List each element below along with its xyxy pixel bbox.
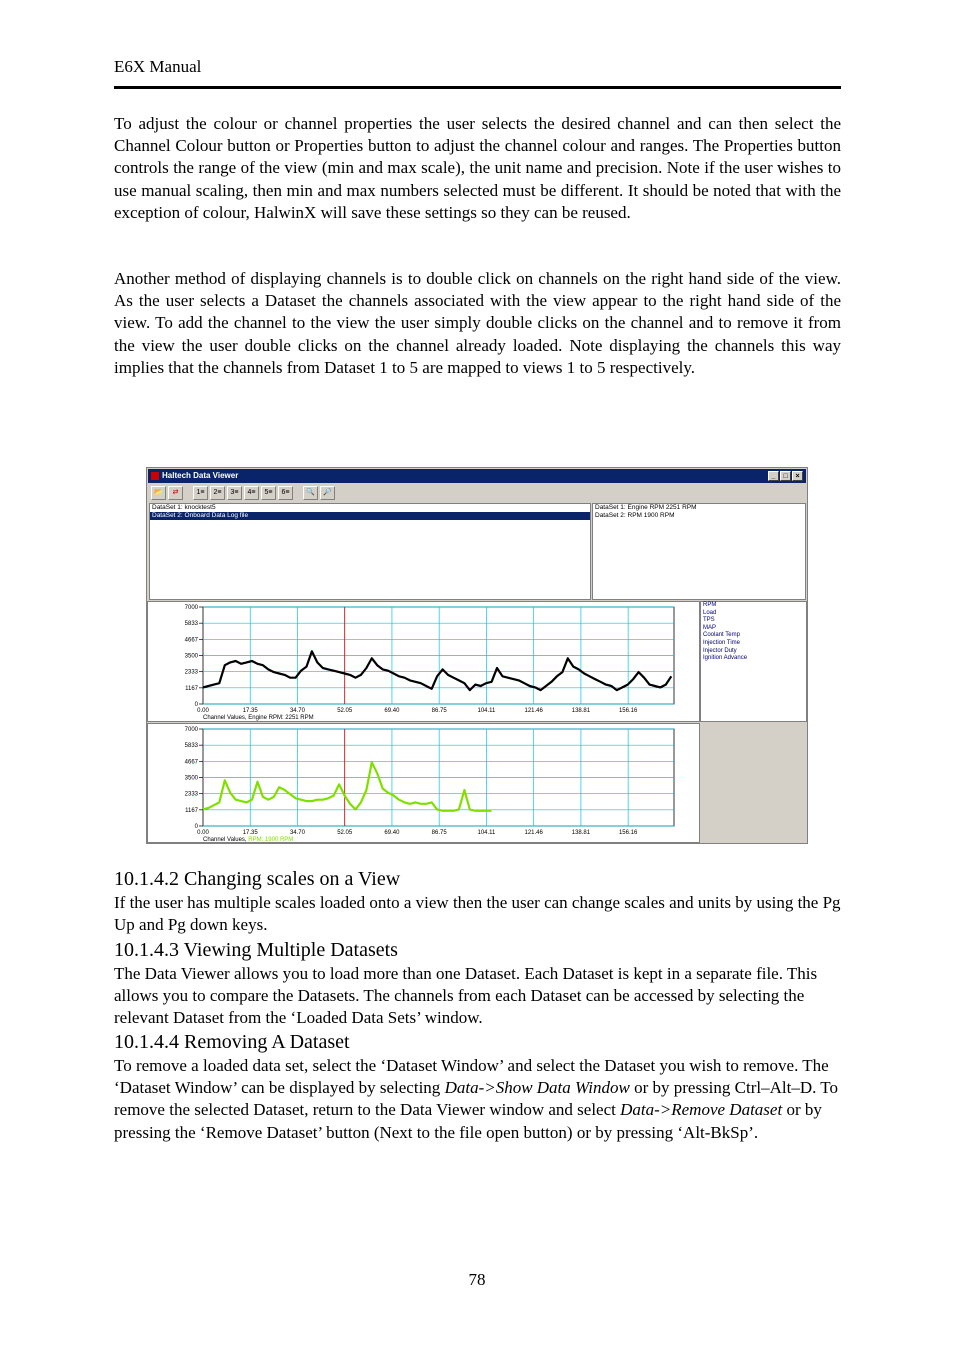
cursor-value-1: DataSet 1: Engine RPM 2251 RPM [595, 504, 697, 511]
section-heading-3: 10.1.4.4 Removing A Dataset [114, 1031, 350, 1053]
channel-item[interactable]: MAP [703, 624, 717, 631]
view6-icon[interactable]: 6≡ [278, 486, 293, 500]
paragraph-2: Another method of displaying channels is to double click on channels on the right hand side of the view. As the user selects a Dataset the channels associated with the view appear to the right hand side of the view. To add the channel to the view the user simply double clicks on the channel and to remove it from the view the user double clicks on the channel already loaded. Note displaying the channels this way implies that the channels from Dataset 1 to 5 are mapped to views 1 to 5 respectively. [114, 269, 841, 377]
x-tick-label: 17.35 [242, 708, 258, 714]
section-body-3 [114, 1055, 841, 1144]
x-tick-label: 156.16 [618, 708, 638, 714]
chart-caption-value: Engine RPM: 2251 RPM [248, 715, 314, 721]
menu-path-remove-dataset: Data->Remove Dataset [620, 1100, 783, 1120]
y-tick-label: 0 [194, 702, 198, 708]
channel-list[interactable] [700, 601, 807, 722]
x-tick-label: 52.05 [337, 830, 353, 836]
channel-item[interactable]: Load [703, 609, 717, 616]
view-1-plot[interactable] [147, 601, 700, 722]
minimize-button[interactable]: _ [768, 471, 779, 481]
title-bar [148, 469, 806, 483]
section-body-1: If the user has multiple scales loaded onto a view then the user can change scales and units by using the Pg Up and Pg down keys. [114, 893, 841, 935]
section-body-2: The Data Viewer allows you to load more than one Dataset. Each Dataset is kept in a separate file. This allows you to compare the Datasets. The channels from each Dataset can be accessed by selecting the relevant Dataset from the ‘Loaded Data Sets’ window. [114, 964, 818, 1028]
view4-icon[interactable]: 4≡ [244, 486, 259, 500]
section-body-3-part-a: To remove a loaded data set, select the ‘Dataset Window’ and select the Dataset you wish to remove. The ‘Dataset Window’ can be displayed by selecting [114, 1056, 829, 1098]
dataset-item-2[interactable]: DataSet 2: Onboard Data Log file [150, 512, 590, 520]
dataset-item-1[interactable]: DataSet 1: knocktest5 [152, 504, 216, 511]
y-tick-label: 2333 [184, 669, 198, 676]
x-tick-label: 121.46 [524, 830, 543, 836]
section-body-3-part-c: or by pressing the ‘Remove Dataset’ button (Next to the file open button) or by pressing ‘Alt-BkSp’. [114, 1100, 822, 1142]
page-number: 78 [468, 1270, 486, 1289]
view2-icon[interactable]: 2≡ [210, 486, 225, 500]
x-tick-label: 86.75 [431, 708, 447, 714]
cursor-value-2: DataSet 2: RPM 1900 RPM [595, 512, 675, 519]
channel-item[interactable]: TPS [703, 617, 715, 624]
view-1-chart [148, 602, 699, 721]
y-tick-label: 1167 [185, 807, 198, 814]
paragraph-1: To adjust the colour or channel properties the user selects the desired channel and can then select the Channel Colour button or Properties button to adjust the channel colour and ranges. The Properties button controls the range of the view (min and max scale), the unit name and precision. Note if the user wishes to use manual scaling, then min and max numbers selected must be different. It should be noted that with the exception of colour, HalwinX will save these settings so they can be reused. [114, 114, 841, 222]
y-tick-label: 3500 [184, 775, 198, 782]
channel-item[interactable]: RPM [703, 602, 717, 608]
y-tick-label: 5833 [184, 621, 198, 628]
channel-item[interactable]: Ignition Advance [703, 655, 748, 662]
data-viewer-screenshot [146, 467, 808, 844]
x-tick-label: 69.40 [384, 830, 400, 836]
window-controls [768, 471, 803, 481]
window-title: Haltech Data Viewer [162, 471, 239, 480]
channel-item[interactable]: Injection Time [703, 639, 741, 646]
menu-path-show-data-window: Data->Show Data Window [444, 1078, 630, 1098]
y-tick-label: 4667 [184, 759, 198, 766]
close-button[interactable]: × [792, 471, 803, 481]
section-heading-1: 10.1.4.2 Changing scales on a View [114, 868, 401, 890]
y-tick-label: 1167 [185, 685, 198, 692]
channel-item[interactable]: Coolant Temp [703, 632, 740, 639]
y-tick-label: 7000 [184, 605, 198, 611]
zoom-out-icon[interactable]: 🔎 [320, 486, 335, 500]
x-tick-label: 0.00 [197, 830, 209, 836]
header-rule [114, 86, 841, 89]
y-tick-label: 4667 [184, 637, 198, 644]
open-icon[interactable]: 📂 [151, 486, 166, 500]
chart-caption [203, 715, 314, 721]
y-tick-label: 2333 [184, 791, 198, 798]
channel-item[interactable]: Injector Duty [703, 647, 737, 654]
x-tick-label: 138.81 [571, 830, 591, 836]
zoom-in-icon[interactable]: 🔍 [303, 486, 318, 500]
view3-icon[interactable]: 3≡ [227, 486, 242, 500]
view1-icon[interactable]: 1≡ [193, 486, 208, 500]
x-tick-label: 52.05 [337, 708, 353, 714]
x-tick-label: 104.11 [477, 708, 496, 714]
x-tick-label: 86.75 [431, 830, 447, 836]
app-icon [151, 472, 159, 480]
x-tick-label: 138.81 [571, 708, 591, 714]
dataset-list[interactable] [149, 503, 591, 600]
maximize-button[interactable]: □ [780, 471, 791, 481]
page-header: E6X Manual [114, 57, 202, 76]
section-body-3-part-b: or by pressing Ctrl–Alt–D. To remove the selected Dataset, return to the Data Viewer window and select [114, 1078, 838, 1120]
x-tick-label: 0.00 [197, 708, 209, 714]
toolbar [151, 485, 335, 501]
x-tick-label: 156.16 [618, 830, 638, 836]
x-tick-label: 34.70 [289, 708, 305, 714]
x-tick-label: 104.11 [477, 830, 496, 836]
remove-dataset-icon[interactable]: ⇄ [168, 486, 183, 500]
y-tick-label: 7000 [184, 727, 198, 733]
chart-caption-value: RPM: 1900 RPM [248, 837, 294, 842]
y-tick-label: 0 [194, 824, 198, 830]
view-2-chart [148, 724, 699, 842]
view-2-plot[interactable] [147, 723, 700, 843]
x-tick-label: 17.35 [242, 830, 258, 836]
x-tick-label: 69.40 [384, 708, 400, 714]
x-tick-label: 34.70 [289, 830, 305, 836]
section-heading-2: 10.1.4.3 Viewing Multiple Datasets [114, 939, 398, 961]
y-tick-label: 3500 [184, 653, 198, 660]
x-tick-label: 121.46 [524, 708, 543, 714]
y-tick-label: 5833 [184, 743, 198, 750]
chart-caption-prefix: Channel Values, [203, 715, 249, 721]
view5-icon[interactable]: 5≡ [261, 486, 276, 500]
chart-caption-prefix: Channel Values, [203, 837, 249, 842]
chart-caption [203, 837, 293, 842]
cursor-values-list[interactable] [592, 503, 806, 600]
